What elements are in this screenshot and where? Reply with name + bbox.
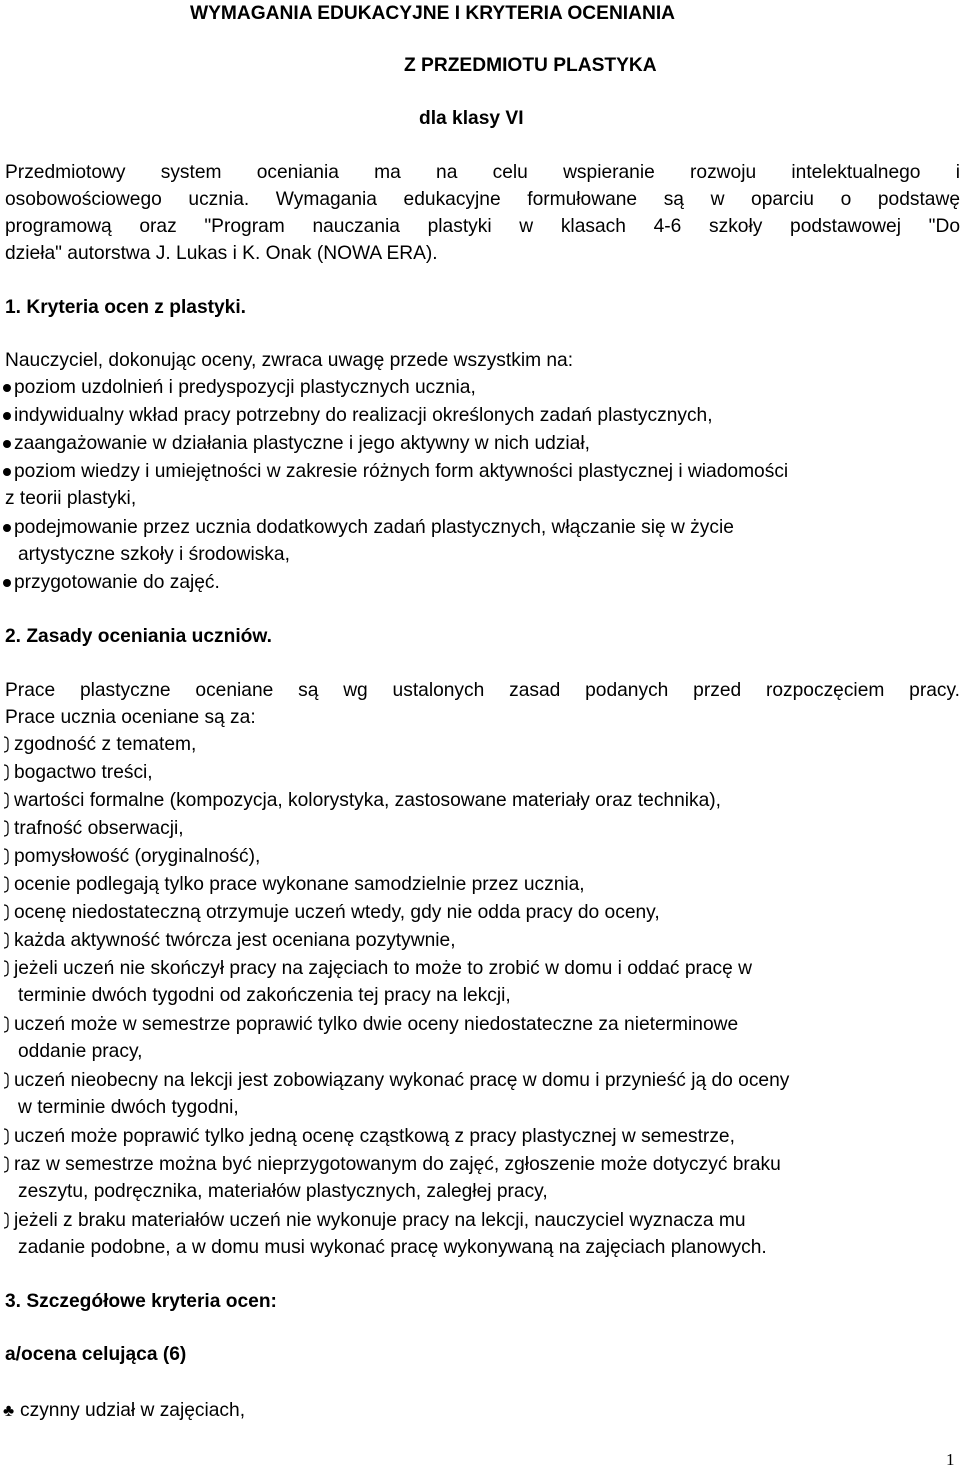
rule-item: uczeń nieobecny na lekcji jest zobowiązany wykonać pracę w domu i przynieść ją do oceny: [14, 1070, 790, 1091]
grade-heading: a/ocena celująca (6): [5, 1344, 187, 1365]
bullet-dot-icon: [3, 430, 11, 458]
rule-item: każda aktywność twórcza jest oceniana pozytywnie,: [14, 930, 456, 951]
brace-bullet-icon: [3, 876, 10, 893]
criteria-item-continuation: artystyczne szkoły i środowiska,: [18, 544, 290, 565]
brace-bullet-icon: [3, 1156, 10, 1173]
brace-bullet-icon: [3, 764, 10, 781]
criteria-item: zaangażowanie w działania plastyczne i jego aktywny w nich udział,: [14, 433, 590, 454]
criteria-item: indywidualny wkład pracy potrzebny do realizacji określonych zadań plastycznych,: [14, 405, 713, 426]
rule-item: wartości formalne (kompozycja, kolorystyka, zastosowane materiały oraz technika),: [14, 790, 722, 811]
rule-item-continuation: w terminie dwóch tygodni,: [18, 1097, 239, 1118]
section-heading-1: 1. Kryteria ocen z plastyki.: [5, 297, 247, 318]
brace-bullet-icon: [3, 904, 10, 921]
rule-item: ocenę niedostateczną otrzymuje uczeń wtedy, gdy nie odda pracy do oceny,: [14, 902, 660, 923]
rules-intro-line: Prace ucznia oceniane są za:: [5, 707, 256, 728]
criteria-item: przygotowanie do zajęć.: [14, 572, 220, 593]
intro-line: programową oraz "Program nauczania plastyki w klasach 4-6 szkoły podstawowej "Do: [5, 216, 960, 237]
teacher-intro: Nauczyciel, dokonując oceny, zwraca uwagę przede wszystkim na:: [5, 350, 574, 371]
brace-bullet-icon: [3, 1072, 10, 1089]
brace-bullet-icon: [3, 1212, 10, 1229]
grade-item: czynny udział w zajęciach,: [20, 1400, 246, 1421]
bullet-dot-icon: [3, 458, 11, 486]
rules-intro-line: Prace plastyczne oceniane są wg ustalonych zasad podanych przed rozpoczęciem pracy.: [5, 680, 960, 701]
criteria-item: poziom uzdolnień i predyspozycji plastycznych ucznia,: [14, 377, 476, 398]
section-heading-3: 3. Szczegółowe kryteria ocen:: [5, 1291, 277, 1312]
intro-line: osobowościowego ucznia. Wymagania edukacyjne formułowane są w oparciu o podstawę: [5, 189, 960, 210]
intro-line: Przedmiotowy system oceniania ma na celu wspieranie rozwoju intelektualnego i: [5, 162, 960, 183]
rule-item: jeżeli uczeń nie skończył pracy na zajęciach to może to zrobić w domu i oddać pracę w: [14, 958, 753, 979]
title-line-1: WYMAGANIA EDUKACYJNE I KRYTERIA OCENIANIA: [190, 3, 676, 24]
bullet-dot-icon: [3, 374, 11, 402]
rule-item-continuation: terminie dwóch tygodni od zakończenia tej pracy na lekcji,: [18, 985, 511, 1006]
rule-item-continuation: zadanie podobne, a w domu musi wykonać pracę wykonywaną na zajęciach planowych.: [18, 1237, 767, 1258]
title-line-3: dla klasy VI: [419, 108, 524, 129]
bullet-dot-icon: [3, 402, 11, 430]
rule-item: jeżeli z braku materiałów uczeń nie wykonuje pracy na lekcji, nauczyciel wyznacza mu: [14, 1210, 746, 1231]
club-bullet-icon: ♣: [3, 1401, 15, 1420]
brace-bullet-icon: [3, 820, 10, 837]
rule-item: uczeń może w semestrze poprawić tylko dwie oceny niedostateczne za nieterminowe: [14, 1014, 739, 1035]
title-line-2: Z PRZEDMIOTU PLASTYKA: [404, 55, 657, 76]
rule-item: zgodność z tematem,: [14, 734, 197, 755]
rule-item: uczeń może poprawić tylko jedną ocenę cząstkową z pracy plastycznej w semestrze,: [14, 1126, 735, 1147]
criteria-item-continuation: z teorii plastyki,: [5, 488, 137, 509]
bullet-dot-icon: [3, 569, 11, 597]
rule-item-continuation: zeszytu, podręcznika, materiałów plastycznych, zaległej pracy,: [18, 1181, 548, 1202]
page-number: 1: [946, 1450, 955, 1469]
intro-line: dzieła" autorstwa J. Lukas i K. Onak (NOWA ERA).: [5, 243, 438, 264]
brace-bullet-icon: [3, 1128, 10, 1145]
bullet-dot-icon: [3, 514, 11, 542]
rule-item: raz w semestrze można być nieprzygotowanym do zajęć, zgłoszenie może dotyczyć braku: [14, 1154, 781, 1175]
rule-item: pomysłowość (oryginalność),: [14, 846, 261, 867]
brace-bullet-icon: [3, 960, 10, 977]
criteria-item: podejmowanie przez ucznia dodatkowych zadań plastycznych, włączanie się w życie: [14, 517, 734, 538]
brace-bullet-icon: [3, 736, 10, 753]
brace-bullet-icon: [3, 1016, 10, 1033]
brace-bullet-icon: [3, 848, 10, 865]
rule-item-continuation: oddanie pracy,: [18, 1041, 143, 1062]
rule-item: bogactwo treści,: [14, 762, 153, 783]
criteria-item: poziom wiedzy i umiejętności w zakresie różnych form aktywności plastycznej i wiadomości: [14, 461, 789, 482]
brace-bullet-icon: [3, 792, 10, 809]
rule-item: trafność obserwacji,: [14, 818, 184, 839]
rule-item: ocenie podlegają tylko prace wykonane samodzielnie przez ucznia,: [14, 874, 585, 895]
brace-bullet-icon: [3, 932, 10, 949]
section-heading-2: 2. Zasady oceniania uczniów.: [5, 626, 272, 647]
